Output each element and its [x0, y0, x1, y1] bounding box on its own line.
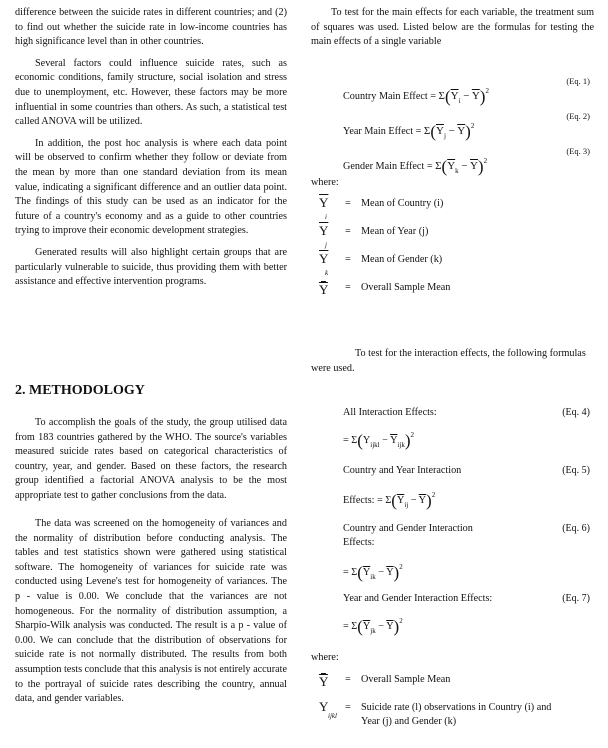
paragraph-data-source: To accomplish the goals of the study, the group utilised data from 183 countries gathered by the WHO. The source's variables measured suicide rates based on categorical characteristics of country, year, and gender. Based on these factors, the research group identified a factorial ANOVA analysis to be the most appropriate test to gather conclusions from the data. [15, 417, 287, 501]
eq3-label: Gender Main Effect = [343, 161, 433, 172]
definition-text: Mean of Country (i) [361, 198, 444, 209]
eq6-label-line2: Effects: [343, 537, 375, 548]
equation-5 [311, 464, 594, 514]
paragraph-assumptions: The data was screened on the homogeneity of variances and the normality of distribution before conducting analysis. The tables and test statistics shown were gathered using statistical software. The homogeneity of variances for suicide rate was conducted using Levene's test for homogeneity of variances. The p - value is 0.00. We conclude that the variances are not homogeneous. For the normality of distribution assumption, a Sharpio-Wilk analysis was conducted. The result is a p - value of 0.00. We can conclude that the distribution of observations for suicide rate is not normally distributed. The results from both assumption tests conclude that this analysis is not entirely accurate to the portrayal of suicide rates describing the country, annual data, and gender variables. [15, 518, 287, 705]
definition-text-line2: Year (j) and Gender (k) [361, 716, 457, 727]
equals-sign: = [345, 226, 351, 237]
equation-2 [311, 111, 594, 139]
definition-observation [319, 700, 594, 734]
eq5-number: (Eq. 5) [562, 465, 590, 476]
symbol-subscript-j: j [325, 241, 327, 249]
definition-text: Overall Sample Mean [361, 282, 451, 293]
eq7-label: Year and Gender Interaction Effects: [343, 593, 493, 604]
right-column [311, 6, 594, 746]
symbol-y-bar: $\overline{Y}$ [319, 195, 329, 210]
eq6-number: (Eq. 6) [562, 523, 590, 534]
eq2-formula: $\Sigma(\overline{Y}_j - \overline{Y})^2$ [423, 122, 475, 141]
eq6-formula: = $\Sigma(\overline{Y}_{ik} - \overline{Y})^2$ [343, 563, 403, 582]
equals-sign: = [345, 282, 351, 293]
eq1-formula: $\Sigma(\overline{Y}_i - \overline{Y})^2$ [438, 87, 489, 106]
eq4-label: All Interaction Effects: [343, 407, 437, 418]
symbol-y-double-bar: Y [319, 674, 329, 689]
eq1-label: Country Main Effect = [343, 91, 436, 102]
symbol-subscript-i: i [325, 213, 327, 221]
eq5-label: Country and Year Interaction [343, 465, 462, 476]
eq2-number: (Eq. 2) [566, 111, 590, 121]
left-column [15, 6, 287, 290]
symbol-subscript-ijkl: ijkl [328, 712, 337, 720]
eq4-number: (Eq. 4) [562, 407, 590, 418]
definition-text: Mean of Gender (k) [361, 254, 443, 265]
eq1-number: (Eq. 1) [566, 76, 590, 86]
where-label-1: where: [311, 177, 339, 188]
equation-3 [311, 146, 594, 174]
eq5-formula: Effects: = $\Sigma(\overline{Y}_{ij} - \overline{Y})^2$ [343, 491, 436, 510]
equation-7 [311, 592, 594, 642]
eq2-label: Year Main Effect = [343, 126, 422, 137]
where-label-2: where: [311, 652, 339, 663]
paragraph-interaction-intro: To test for the interaction effects, the following formulas were used. [311, 348, 586, 374]
eq7-number: (Eq. 7) [562, 593, 590, 604]
equation-4 [311, 406, 594, 456]
symbol-y-bar: $\overline{Y}$ [319, 251, 329, 266]
paragraph-factors: Several factors could influence suicide rates, such as economic conditions, family structure, social isolation and stress due to unemployment, etc. However, these factors may be more influential in some countries than others. As such, a statistical test called ANOVA will be utilized. [15, 57, 287, 128]
eq6-label: Country and Gender Interaction [343, 523, 473, 534]
eq3-formula: $\Sigma(\overline{Y}_k - \overline{Y})^2$ [435, 157, 488, 176]
definition-overall-mean-2 [319, 672, 589, 692]
definition-text-line1: Suicide rate (l) observations in Country (i) and [361, 702, 552, 713]
equation-1 [311, 76, 594, 104]
paragraph-vulnerable-groups: Generated results will also highlight certain groups that are particularly vulnerable to suicide, thus providing them with better assistance and effective intervention programs. [15, 246, 287, 288]
equals-sign: = [345, 702, 351, 713]
symbol-subscript-k: k [325, 269, 329, 277]
definition-overall-mean [319, 280, 589, 300]
paragraph-post-hoc: In addition, the post hoc analysis is where each data point will be observed to confirm whether they follow or deviate from the mean by more than one standard deviation from its mean value, indicating a significant difference and an outlier data point. The findings of this study can be used as an indicator for the future of a country's economy and as a guide to other countries trying to improve their economic development strategies. [15, 137, 287, 237]
paragraph-objectives: difference between the suicide rates in different countries; and (2) to find out whether the suicide rate in low-income countries has high significance level than in other countries. [15, 7, 287, 48]
eq3-number: (Eq. 3) [566, 146, 590, 156]
paragraph-main-effects-intro: To test for the main effects for each variable, the treatment sum of squares was used. Listed below are the formulas for testing the main effects of a single variable [311, 7, 594, 48]
symbol-y-bar: $\overline{Y}$ [319, 223, 329, 238]
symbol-y: Y [319, 699, 329, 714]
eq4-formula: = $\Sigma(Y_{ijkl} - \overline{Y}_{ijk})^2$ [343, 431, 414, 450]
section-heading-methodology: 2. METHODOLOGY [15, 383, 145, 398]
definition-year-mean [319, 223, 589, 249]
definition-country-mean [319, 195, 589, 221]
eq7-formula: = $\Sigma(\overline{Y}_{jk} - \overline{Y})^2$ [343, 617, 403, 636]
equation-6 [311, 522, 594, 582]
definition-text: Overall Sample Mean [361, 674, 451, 685]
equals-sign: = [345, 198, 351, 209]
symbol-y-double-bar: Y [319, 282, 329, 297]
equals-sign: = [345, 254, 351, 265]
definition-gender-mean [319, 251, 589, 277]
definition-text: Mean of Year (j) [361, 226, 429, 237]
equals-sign: = [345, 674, 351, 685]
